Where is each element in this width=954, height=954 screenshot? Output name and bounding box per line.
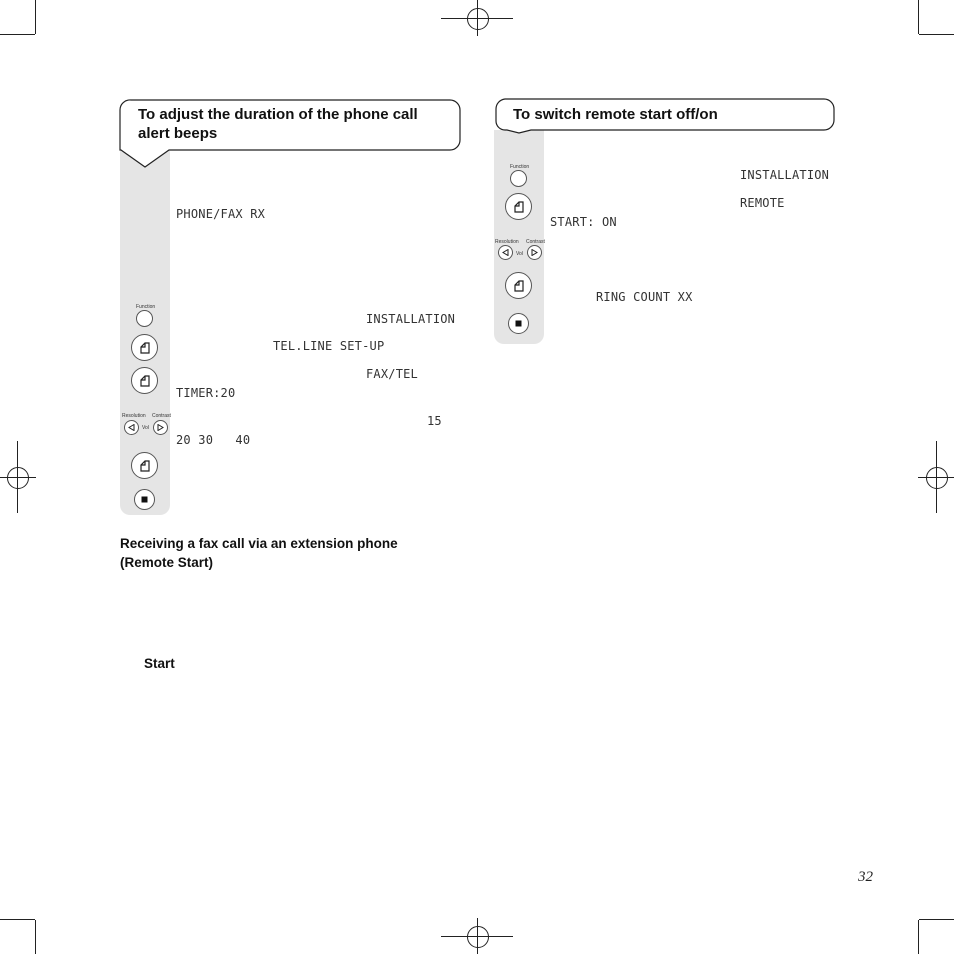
resolution-key-label: Resolution	[495, 239, 519, 245]
stop-icon	[515, 320, 522, 327]
crop-mark	[0, 34, 35, 35]
left-panel-title-line2: alert beeps	[138, 125, 218, 142]
crop-mark	[919, 919, 954, 920]
lcd-options-20-30-40: 20 30 40	[176, 433, 251, 447]
function-key-label: Function	[136, 304, 156, 310]
stop-button[interactable]	[508, 313, 529, 334]
arrow-right-icon	[531, 249, 538, 256]
lcd-fax-tel: FAX/TEL	[366, 367, 418, 381]
lcd-installation: INSTALLATION	[740, 168, 830, 182]
lcd-ring-count: RING COUNT XX	[596, 290, 693, 304]
function-button[interactable]	[510, 170, 527, 187]
copy-key-button[interactable]	[131, 452, 158, 479]
crop-mark	[35, 920, 36, 954]
crop-mark	[0, 919, 35, 920]
vol-label: Vol	[142, 425, 149, 431]
document-icon	[513, 280, 525, 292]
contrast-right-button[interactable]	[527, 245, 542, 260]
arrow-right-icon	[157, 424, 164, 431]
copy-key-button[interactable]	[505, 193, 532, 220]
copy-key-button[interactable]	[131, 367, 158, 394]
function-key-label: Function	[510, 164, 530, 170]
arrow-left-icon	[128, 424, 135, 431]
crop-mark	[918, 920, 919, 954]
resolution-key-label: Resolution	[122, 413, 146, 419]
section-heading-line2: (Remote Start)	[120, 555, 214, 570]
start-word: Start	[144, 656, 175, 671]
lcd-remote: REMOTE	[740, 196, 785, 210]
crop-mark	[35, 0, 36, 34]
function-button[interactable]	[136, 310, 153, 327]
crop-mark	[918, 0, 919, 34]
document-icon	[139, 375, 151, 387]
section-heading-line1: Receiving a fax call via an extension phone	[120, 536, 398, 551]
document-icon	[139, 342, 151, 354]
lcd-option-15: 15	[427, 414, 442, 428]
lcd-timer: TIMER:20	[176, 386, 236, 400]
stop-button[interactable]	[134, 489, 155, 510]
resolution-left-button[interactable]	[498, 245, 513, 260]
lcd-installation: INSTALLATION	[366, 312, 456, 326]
contrast-right-button[interactable]	[153, 420, 168, 435]
contrast-key-label: Contrast	[152, 413, 171, 419]
right-key-strip	[494, 130, 544, 344]
right-panel-title: To switch remote start off/on	[513, 106, 718, 123]
document-icon	[139, 460, 151, 472]
resolution-left-button[interactable]	[124, 420, 139, 435]
vol-label: Vol	[516, 251, 523, 257]
left-panel-title-line1: To adjust the duration of the phone call	[138, 106, 418, 123]
copy-key-button[interactable]	[131, 334, 158, 361]
lcd-start-on: START: ON	[550, 215, 617, 229]
lcd-phone-fax-rx: PHONE/FAX RX	[176, 207, 266, 221]
copy-key-button[interactable]	[505, 272, 532, 299]
stop-icon	[141, 496, 148, 503]
lcd-tel-line-setup: TEL.LINE SET-UP	[273, 339, 385, 353]
crop-mark	[919, 34, 954, 35]
page-number: 32	[858, 869, 873, 885]
document-icon	[513, 201, 525, 213]
arrow-left-icon	[502, 249, 509, 256]
contrast-key-label: Contrast	[526, 239, 545, 245]
